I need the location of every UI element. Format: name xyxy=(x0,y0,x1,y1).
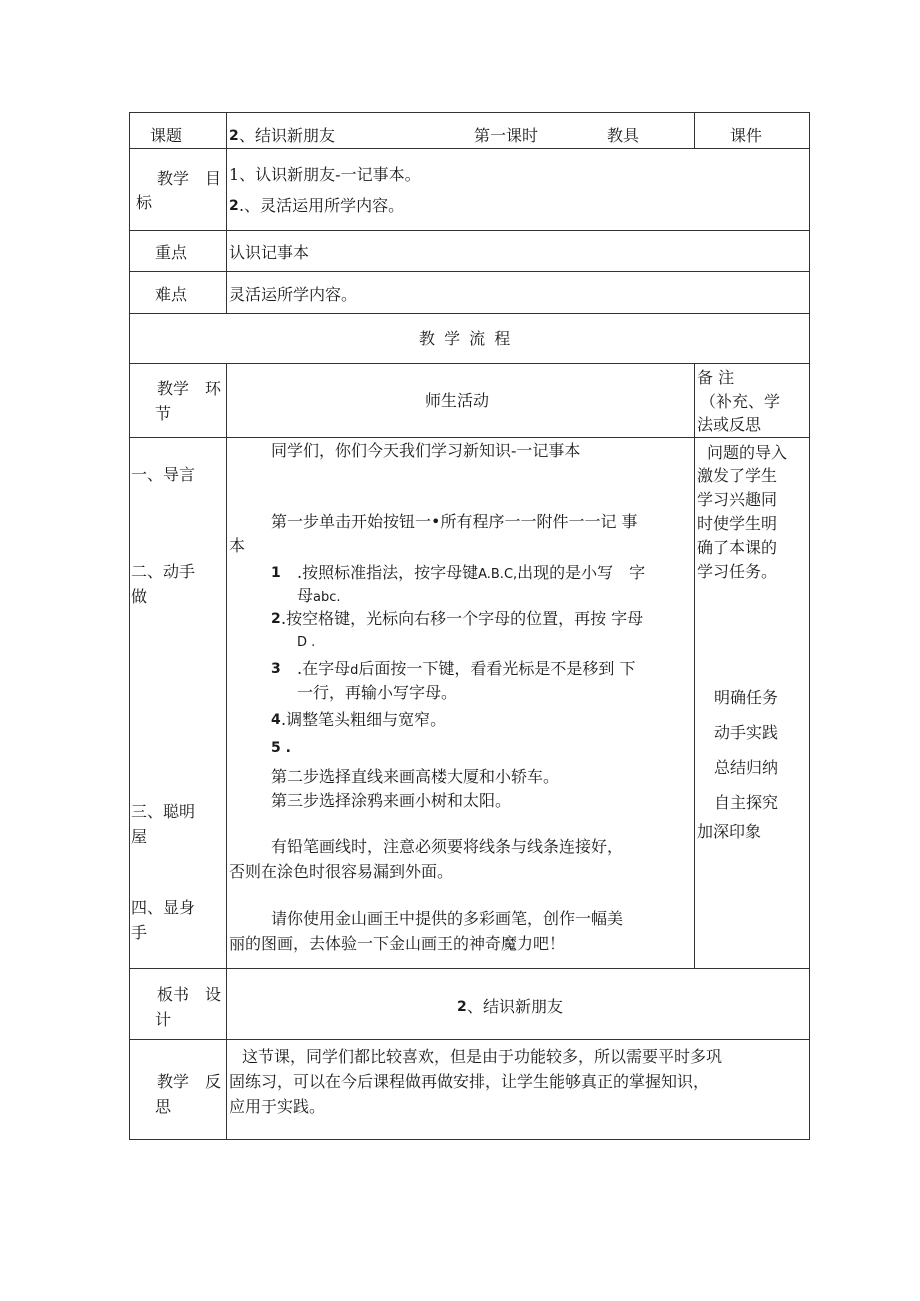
table-rule xyxy=(226,363,227,1139)
board-number: 2 xyxy=(457,999,467,1015)
sub-step-2: .按空格键，光标向右移一个字母的位置，再按 字母 xyxy=(281,609,644,628)
stage-hands-on-cont: 做 xyxy=(131,587,148,606)
goal-item-2-number: 2 xyxy=(229,198,239,214)
activity-show-cont: 丽的图画，去体验一下金山画王的神奇魔力吧！ xyxy=(229,934,566,953)
activity-step-1-cont: 本 xyxy=(229,536,246,555)
activity-step-3: 第三步选择涂鸦来画小树和太阳。 xyxy=(271,791,512,810)
stage-show: 四、显身 xyxy=(131,898,196,917)
stage-column-header: 教学 环 xyxy=(157,379,222,398)
note-line: 学习任务。 xyxy=(697,562,778,581)
activity-tip: 有铅笔画线时，注意必须要将线条与线条连接好， xyxy=(271,837,624,856)
activity-intro: 同学们，你们今天我们学习新知识-一记事本 xyxy=(271,441,581,460)
table-rule xyxy=(129,437,810,438)
sub-step-1: .按照标准指法，按字母键A.B.C,出现的是小写 字 xyxy=(297,563,646,582)
reflection-line: 固练习，可以在今后课程做再做安排，让学生能够真正的掌握知识， xyxy=(229,1072,710,1091)
difficulty-label: 难点 xyxy=(155,285,188,304)
stage-show-cont: 手 xyxy=(131,923,148,942)
reflection-label: 教学 反 xyxy=(157,1072,222,1091)
sub-step-3-cont: 一行，再输小写字母。 xyxy=(297,683,458,702)
note-line: 学习兴趣同 xyxy=(697,490,778,509)
stage-smart-house: 三、聪明 xyxy=(131,802,196,821)
difficulty-value: 灵活运所学内容。 xyxy=(229,285,358,304)
table-rule xyxy=(129,1139,810,1140)
table-rule xyxy=(129,363,810,364)
goals-label-cont: 标 xyxy=(136,193,153,212)
activity-step-2: 第二步选择直线来画高楼大厦和小轿车。 xyxy=(271,767,560,786)
reflection-line: 这节课，同学们都比较喜欢，但是由于功能较多，所以需要平时多巩 xyxy=(242,1047,723,1066)
table-rule xyxy=(129,313,810,314)
notes-column-header-cont: 法或反思 xyxy=(697,415,762,434)
activity-column-header: 师生活动 xyxy=(425,391,490,410)
sub-step-1-number: 1 xyxy=(271,565,281,581)
note-line: 问题的导入 xyxy=(707,443,788,462)
activity-step-1: 第一步单击开始按钮一•所有程序一一附件一一记 事 xyxy=(271,512,638,531)
goal-item-1: 1、认识新朋友-一记事本。 xyxy=(229,165,421,184)
board-label: 板书 设 xyxy=(157,985,222,1004)
method-hands-on: 动手实践 xyxy=(714,723,779,742)
tools-label: 教具 xyxy=(607,126,640,145)
table-rule xyxy=(226,112,227,313)
stage-intro: 一、导言 xyxy=(131,465,196,484)
reflection-line: 应用于实践。 xyxy=(229,1097,326,1116)
activity-show: 请你使用金山画王中提供的多彩画笔，创作一幅美 xyxy=(271,909,624,928)
stage-column-header-cont: 节 xyxy=(155,404,172,423)
board-label-cont: 计 xyxy=(155,1010,172,1029)
course-label: 课题 xyxy=(150,126,183,145)
sub-step-3: .在字母d后面按一下键，看看光标是不是移到 下 xyxy=(297,659,636,678)
sub-step-4: .调整笔头粗细与宽窄。 xyxy=(281,710,447,729)
table-rule xyxy=(129,968,810,969)
note-line: 时使学生明 xyxy=(697,514,778,533)
key-point-label: 重点 xyxy=(155,243,188,262)
notes-column-header: 备 注 xyxy=(697,368,735,387)
goals-label: 教学 目 xyxy=(157,169,222,188)
table-rule xyxy=(129,148,810,149)
tools-value: 课件 xyxy=(730,126,763,145)
stage-smart-house-cont: 屋 xyxy=(131,827,148,846)
sub-step-2-cont: D . xyxy=(297,635,316,650)
sub-step-5: 5 . xyxy=(271,740,291,756)
flow-title: 教 学 流 程 xyxy=(419,329,513,348)
table-rule xyxy=(694,363,695,968)
activity-tip-cont: 否则在涂色时很容易漏到外面。 xyxy=(229,862,454,881)
notes-column-header-cont: （补充、学 xyxy=(700,392,781,411)
sub-step-2-number: 2 xyxy=(271,611,281,627)
board-title: 、结识新朋友 xyxy=(467,997,564,1016)
table-rule xyxy=(694,112,695,148)
sub-step-3-number: 3 xyxy=(271,661,281,677)
goal-item-2: .、灵活运用所学内容。 xyxy=(239,196,405,215)
key-point-value: 认识记事本 xyxy=(229,243,310,262)
sub-step-1-cont: 母abc. xyxy=(297,586,341,605)
table-rule xyxy=(129,1039,810,1040)
sub-step-4-number: 4 xyxy=(271,712,281,728)
table-rule xyxy=(129,112,130,1140)
table-rule xyxy=(809,112,810,1140)
method-reinforce: 加深印象 xyxy=(697,822,762,841)
method-explore: 自主探究 xyxy=(714,793,779,812)
method-confirm-task: 明确任务 xyxy=(714,688,779,707)
reflection-label-cont: 思 xyxy=(155,1097,172,1116)
lesson-number: 2 xyxy=(229,128,239,144)
lesson-period: 第一课时 xyxy=(474,126,539,145)
note-line: 激发了学生 xyxy=(697,466,778,485)
table-rule xyxy=(129,230,810,231)
table-rule xyxy=(129,112,810,113)
lesson-title: 、结识新朋友 xyxy=(239,126,336,145)
stage-hands-on: 二、动手 xyxy=(131,562,196,581)
method-summarize: 总结归纳 xyxy=(714,758,779,777)
table-rule xyxy=(129,271,810,272)
note-line: 确了本课的 xyxy=(697,538,778,557)
